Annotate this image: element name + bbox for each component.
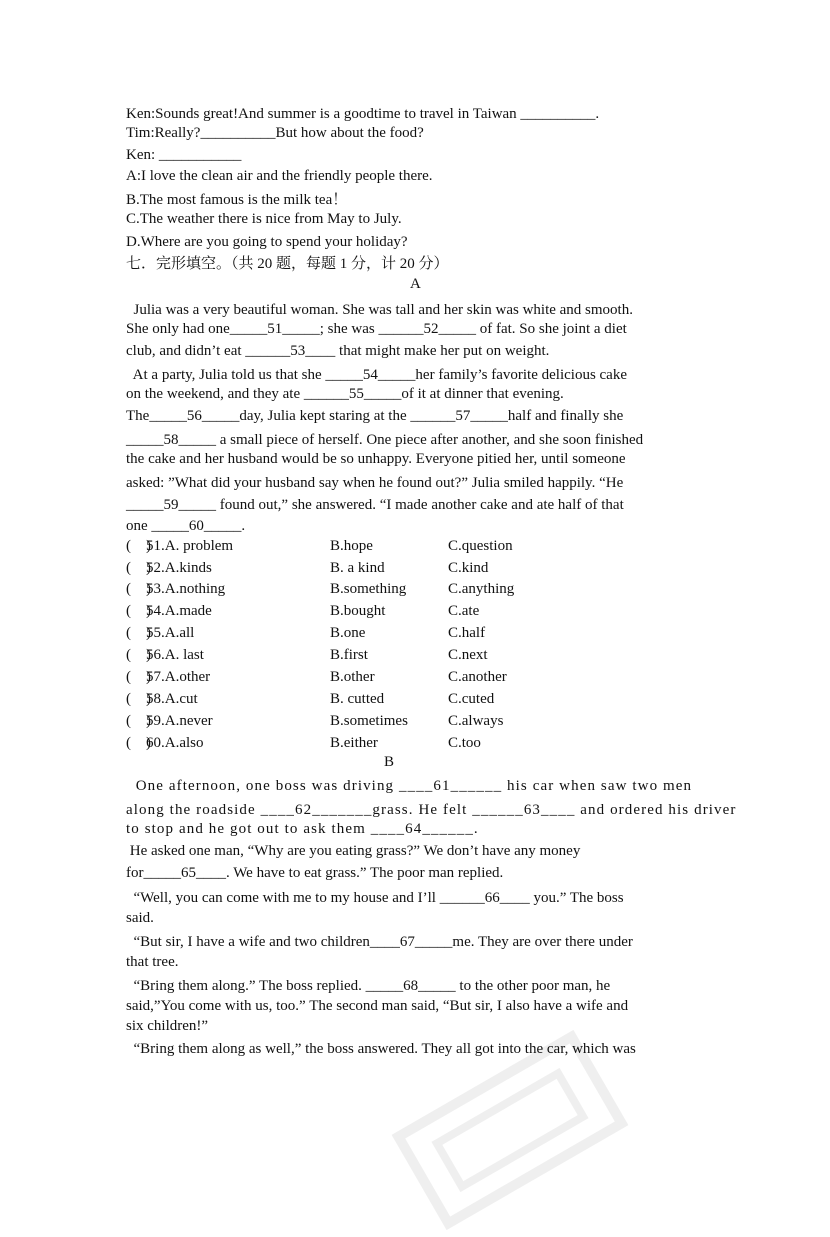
- dialogue-line: Ken:Sounds great!And summer is a goodtime to travel in Taiwan __________.: [126, 106, 600, 122]
- passage-b-line: He asked one man, “Why are you eating grass?” We don’t have any money: [126, 843, 581, 859]
- passage-a-line: asked: ”What did your husband say when he found out?” Julia smiled happily. “He: [126, 475, 624, 491]
- answer-blank[interactable]: ( ): [126, 691, 151, 707]
- option-b: B.bought: [330, 603, 386, 619]
- option-c: C.ate: [448, 603, 480, 619]
- answer-blank[interactable]: ( ): [126, 669, 151, 685]
- answer-blank[interactable]: ( ): [126, 647, 151, 663]
- passage-a-label: A: [410, 276, 421, 292]
- answer-blank[interactable]: ( ): [126, 735, 151, 751]
- answer-blank[interactable]: ( ): [126, 625, 151, 641]
- passage-b-line: One afternoon, one boss was driving ____61______ his car when saw two men: [126, 778, 693, 794]
- option-a: 52.A.kinds: [146, 560, 212, 576]
- question-row: [126, 647, 686, 667]
- option-b: B. a kind: [330, 560, 385, 576]
- option-a: 53.A.nothing: [146, 581, 226, 597]
- dialogue-option: B.The most famous is the milk tea！: [126, 192, 348, 208]
- answer-blank[interactable]: ( ): [126, 560, 151, 576]
- option-b: B.sometimes: [330, 713, 408, 729]
- question-row: [126, 581, 686, 601]
- dialogue-option: D.Where are you going to spend your holiday?: [126, 234, 408, 250]
- answer-blank[interactable]: ( ): [126, 581, 151, 597]
- passage-b-line: that tree.: [126, 954, 179, 970]
- passage-a-line: At a party, Julia told us that she _____54_____her family’s favorite delicious cake: [126, 367, 627, 383]
- option-b: B.one: [330, 625, 366, 641]
- passage-b-line: said.: [126, 910, 154, 926]
- passage-b-line: “Well, you can come with me to my house and I’ll ______66____ you.” The boss: [126, 890, 624, 906]
- dialogue-option: A:I love the clean air and the friendly people there.: [126, 168, 433, 184]
- passage-b-line: “But sir, I have a wife and two children____67_____me. They are over there under: [126, 934, 633, 950]
- passage-b-line: for_____65____. We have to eat grass.” The poor man replied.: [126, 865, 504, 881]
- answer-blank[interactable]: ( ): [126, 603, 151, 619]
- dialogue-line: Ken: ___________: [126, 147, 242, 163]
- option-a: 57.A.other: [146, 669, 211, 685]
- option-a: 60.A.also: [146, 735, 204, 751]
- dialogue-line: Tim:Really?__________But how about the food?: [126, 125, 424, 141]
- passage-b-line: “Bring them along as well,” the boss answered. They all got into the car, which was: [126, 1041, 636, 1057]
- passage-a-line: _____59_____ found out,” she answered. “I made another cake and ate half of that: [126, 497, 624, 513]
- passage-a-line: The_____56_____day, Julia kept staring at the ______57_____half and finally she: [126, 408, 624, 424]
- passage-a-line: Julia was a very beautiful woman. She was tall and her skin was white and smooth.: [126, 302, 633, 318]
- passage-b-label: B: [384, 754, 395, 770]
- option-a: 59.A.never: [146, 713, 213, 729]
- answer-blank[interactable]: ( ): [126, 538, 151, 554]
- option-a: 58.A.cut: [146, 691, 198, 707]
- option-a: 54.A.made: [146, 603, 212, 619]
- question-row: [126, 735, 686, 755]
- passage-a-line: one _____60_____.: [126, 518, 246, 534]
- option-b: B.either: [330, 735, 378, 751]
- section-title: 七．完形填空。（共 20 题，每题 1 分，计 20 分）: [126, 256, 449, 272]
- option-c: C.kind: [448, 560, 489, 576]
- answer-blank[interactable]: ( ): [126, 713, 151, 729]
- option-b: B.first: [330, 647, 368, 663]
- passage-b-line: said,”You come with us, too.” The second man said, “But sir, I also have a wife and: [126, 998, 629, 1014]
- option-b: B.other: [330, 669, 375, 685]
- passage-b-line: six children!”: [126, 1018, 209, 1034]
- option-c: C.next: [448, 647, 488, 663]
- passage-b-line: “Bring them along.” The boss replied. _____68_____ to the other poor man, he: [126, 978, 611, 994]
- option-b: B. cutted: [330, 691, 385, 707]
- option-c: C.cuted: [448, 691, 495, 707]
- dialogue-option: C.The weather there is nice from May to July.: [126, 211, 402, 227]
- question-row: [126, 669, 686, 689]
- option-a: 56.A. last: [146, 647, 204, 663]
- option-c: C.always: [448, 713, 504, 729]
- option-c: C.another: [448, 669, 507, 685]
- option-c: C.anything: [448, 581, 515, 597]
- option-c: C.half: [448, 625, 486, 641]
- option-a: 55.A.all: [146, 625, 195, 641]
- passage-b-line: along the roadside ____62_______grass. He felt ______63____ and ordered his driver: [126, 802, 737, 818]
- passage-a-line: on the weekend, and they ate ______55_____of it at dinner that evening.: [126, 386, 564, 402]
- option-c: C.question: [448, 538, 513, 554]
- option-a: 51.A. problem: [146, 538, 234, 554]
- passage-a-line: club, and didn’t eat ______53____ that might make her put on weight.: [126, 343, 550, 359]
- passage-a-line: She only had one_____51_____; she was ______52_____ of fat. So she joint a diet: [126, 321, 627, 337]
- question-row: [126, 713, 686, 733]
- question-row: [126, 691, 686, 711]
- question-row: [126, 625, 686, 645]
- question-row: [126, 560, 686, 580]
- passage-a-line: the cake and her husband would be so unhappy. Everyone pitied her, until someone: [126, 451, 626, 467]
- question-row: [126, 603, 686, 623]
- option-b: B.something: [330, 581, 407, 597]
- option-c: C.too: [448, 735, 481, 751]
- question-row: [126, 538, 686, 558]
- passage-b-line: to stop and he got out to ask them ____64______.: [126, 821, 479, 837]
- passage-a-line: _____58_____ a small piece of herself. One piece after another, and she soon finished: [126, 432, 644, 448]
- option-b: B.hope: [330, 538, 373, 554]
